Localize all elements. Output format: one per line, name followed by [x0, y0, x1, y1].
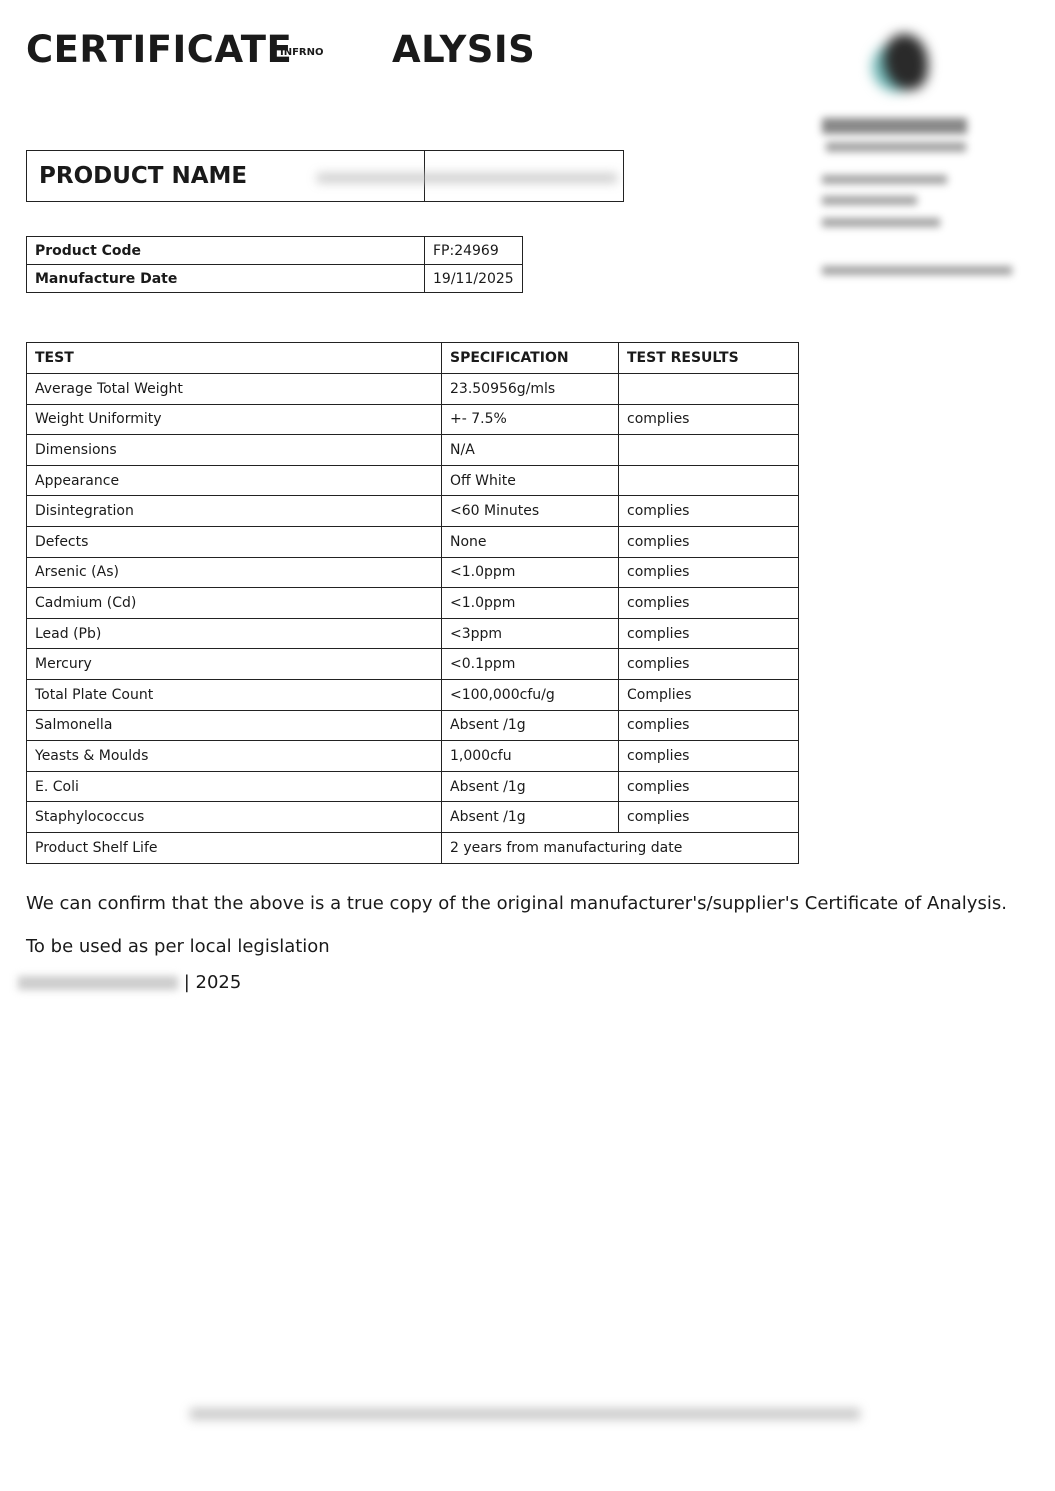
product-code-value: FP:24969: [425, 237, 523, 265]
specification-cell: Absent /1g: [442, 802, 619, 833]
table-row: [27, 832, 799, 863]
result-cell: complies: [619, 526, 799, 557]
company-logo: [862, 30, 942, 100]
company-address-blurred: [822, 175, 947, 184]
test-name-cell: Lead (Pb): [27, 618, 442, 649]
specification-cell: <60 Minutes: [442, 496, 619, 527]
shelf-life-value: 2 years from manufacturing date: [442, 832, 799, 863]
manufacture-date-label: Manufacture Date: [27, 265, 425, 293]
result-cell: complies: [619, 618, 799, 649]
title-certificate: CERTIFICATE: [26, 28, 293, 71]
table-row: [27, 679, 799, 710]
result-cell: [619, 435, 799, 466]
test-name-cell: Yeasts & Moulds: [27, 741, 442, 772]
company-name-blurred: [822, 118, 967, 134]
company-website-blurred: [822, 266, 1012, 275]
specification-cell: Absent /1g: [442, 771, 619, 802]
header-specification: SPECIFICATION: [442, 343, 619, 374]
signature-blurred: [18, 976, 178, 990]
table-header-row: [27, 343, 799, 374]
result-cell: complies: [619, 771, 799, 802]
table-row: [27, 465, 799, 496]
company-address-blurred-3: [822, 218, 940, 227]
product-name-box: [26, 150, 624, 202]
result-cell: complies: [619, 710, 799, 741]
product-name-value-blurred: [317, 173, 617, 183]
test-name-cell: E. Coli: [27, 771, 442, 802]
product-code-label: Product Code: [27, 237, 425, 265]
specification-cell: +- 7.5%: [442, 404, 619, 435]
legislation-text: To be used as per local legislation: [26, 936, 330, 957]
table-row: [27, 237, 523, 265]
test-results-table: [26, 342, 799, 864]
test-name-cell: Total Plate Count: [27, 679, 442, 710]
specification-cell: 23.50956g/mls: [442, 374, 619, 405]
table-row: [27, 802, 799, 833]
result-cell: complies: [619, 802, 799, 833]
specification-cell: Off White: [442, 465, 619, 496]
result-cell: complies: [619, 741, 799, 772]
test-name-cell: Weight Uniformity: [27, 404, 442, 435]
specification-cell: <100,000cfu/g: [442, 679, 619, 710]
test-name-cell: Disintegration: [27, 496, 442, 527]
specification-cell: <1.0ppm: [442, 557, 619, 588]
test-name-cell: Mercury: [27, 649, 442, 680]
result-cell: complies: [619, 496, 799, 527]
test-name-cell: Dimensions: [27, 435, 442, 466]
result-cell: complies: [619, 588, 799, 619]
product-info-table: [26, 236, 523, 293]
table-row: [27, 710, 799, 741]
table-row: [27, 649, 799, 680]
result-cell: [619, 465, 799, 496]
test-name-cell: Staphylococcus: [27, 802, 442, 833]
shelf-life-label: Product Shelf Life: [27, 832, 442, 863]
result-cell: complies: [619, 404, 799, 435]
table-row: [27, 265, 523, 293]
table-row: [27, 741, 799, 772]
table-row: [27, 618, 799, 649]
table-row: [27, 588, 799, 619]
footer-blurred: [190, 1408, 860, 1420]
header-test-results: TEST RESULTS: [619, 343, 799, 374]
result-cell: Complies: [619, 679, 799, 710]
result-cell: complies: [619, 557, 799, 588]
specification-cell: N/A: [442, 435, 619, 466]
table-row: [27, 496, 799, 527]
signature-line: [26, 972, 241, 993]
signature-year: | 2025: [183, 972, 242, 993]
result-cell: [619, 374, 799, 405]
table-row: [27, 557, 799, 588]
specification-cell: 1,000cfu: [442, 741, 619, 772]
specification-cell: Absent /1g: [442, 710, 619, 741]
title-alysis: ALYSIS: [392, 28, 536, 71]
manufacture-date-value: 19/11/2025: [425, 265, 523, 293]
specification-cell: <1.0ppm: [442, 588, 619, 619]
test-name-cell: Average Total Weight: [27, 374, 442, 405]
table-row: [27, 404, 799, 435]
table-row: [27, 374, 799, 405]
header-test: TEST: [27, 343, 442, 374]
test-name-cell: Arsenic (As): [27, 557, 442, 588]
test-name-cell: Appearance: [27, 465, 442, 496]
specification-cell: <3ppm: [442, 618, 619, 649]
specification-cell: <0.1ppm: [442, 649, 619, 680]
product-name-label: PRODUCT NAME: [39, 163, 248, 189]
table-row: [27, 526, 799, 557]
test-name-cell: Salmonella: [27, 710, 442, 741]
table-row: [27, 435, 799, 466]
test-name-cell: Defects: [27, 526, 442, 557]
confirmation-text: We can confirm that the above is a true copy of the original manufacturer's/supplier's Certificate of Analysis.: [26, 893, 1007, 914]
title-small-label: INFRNO: [280, 47, 324, 58]
company-address-blurred-2: [822, 196, 917, 205]
result-cell: complies: [619, 649, 799, 680]
specification-cell: None: [442, 526, 619, 557]
test-name-cell: Cadmium (Cd): [27, 588, 442, 619]
table-row: [27, 771, 799, 802]
company-name-blurred-2: [826, 142, 966, 152]
